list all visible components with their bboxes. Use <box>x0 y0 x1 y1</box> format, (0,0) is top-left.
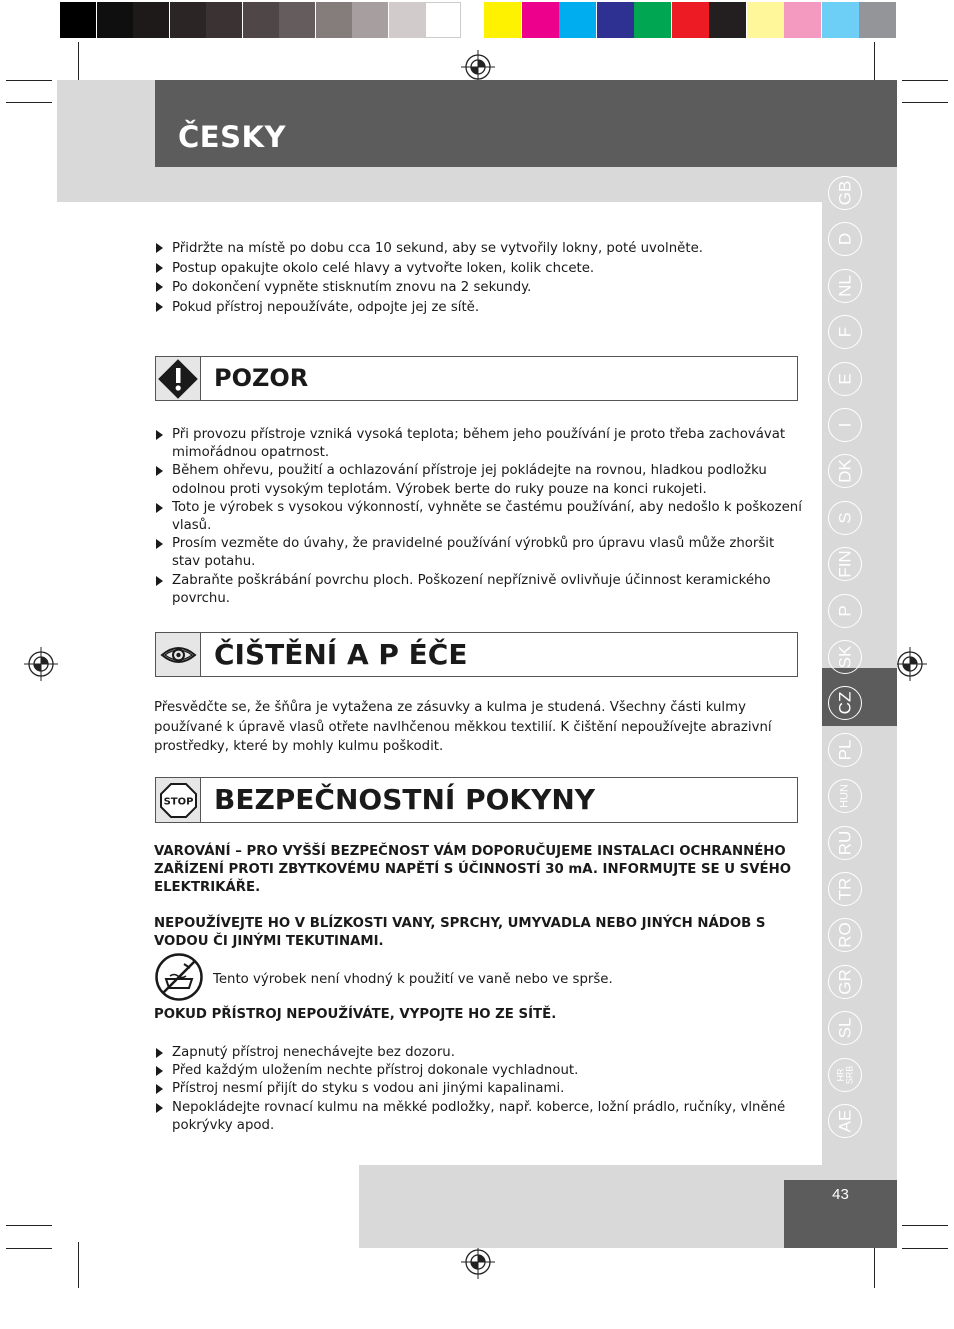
pozor-list <box>154 426 804 608</box>
language-tab-label: SL <box>835 1017 855 1039</box>
stop-icon-box <box>156 778 201 822</box>
color-swatch <box>425 2 461 38</box>
eye-icon-box <box>156 633 201 676</box>
color-swatch <box>316 2 352 38</box>
page-title: ČESKY <box>178 120 286 154</box>
no-bath-icon <box>154 952 204 1002</box>
crop-mark <box>874 42 875 82</box>
list-item: Přístroj nesmí přijít do styku s vodou ani jinými kapalinami. <box>154 1080 804 1098</box>
crop-mark <box>6 80 52 81</box>
color-swatch <box>279 2 315 38</box>
language-tab-label: SK <box>835 645 855 669</box>
bezpecnost-title: BEZPEČNOSTNÍ POKYNY <box>214 783 596 816</box>
crop-mark <box>6 1225 52 1226</box>
color-swatch <box>859 2 896 38</box>
list-item: Před každým uložením nechte přístroj dokonale vychladnout. <box>154 1062 804 1080</box>
list-item: Během ohřevu, použití a ochlazování přístroje jej pokládejte na rovnou, hladkou podložku odolnou proti vysokým teplotám. Výrobek berte do ruky pouze na konci rukojeti. <box>154 462 804 498</box>
language-tab-hr-srb[interactable] <box>828 1058 862 1092</box>
color-swatch <box>709 2 746 38</box>
language-tab-label: P <box>835 604 855 617</box>
color-swatch <box>133 2 169 38</box>
warning-rcd: VAROVÁNÍ – PRO VYŠŠÍ BEZPEČNOST VÁM DOPORUČUJEME INSTALACI OCHRANNÉHO ZAŘÍZENÍ PROTI ZBYTKOVÉMU NAPĚTÍ S ÚČINNOSTÍ 30 mA. INFORMUJTE SE U SVÉHO ELEKTRIKÁŘE. <box>154 844 792 895</box>
warning-icon-box <box>156 357 201 400</box>
language-tab-p[interactable] <box>828 594 862 628</box>
language-tab-label: HR SRB <box>835 1065 854 1084</box>
language-tab-label: HUN <box>838 784 851 809</box>
list-item: Při provozu přístroje vzniká vysoká teplota; během jeho používání je proto třeba zachovávat mimořádnou opatrnost. <box>154 426 804 462</box>
language-tab-ae[interactable] <box>828 1104 862 1138</box>
language-tab-label: TR <box>835 877 855 901</box>
language-tab-label: NL <box>835 274 855 297</box>
language-tab-label: F <box>835 326 855 338</box>
crop-mark <box>902 102 948 103</box>
language-tab-gr[interactable] <box>828 965 862 999</box>
color-swatch <box>352 2 388 38</box>
color-swatch <box>822 2 859 38</box>
language-tab-tr[interactable] <box>828 872 862 906</box>
language-tab-label: AE <box>835 1109 855 1133</box>
language-tab-sl[interactable] <box>828 1011 862 1045</box>
language-tab-ru[interactable] <box>828 826 862 860</box>
list-item: Postup opakujte okolo celé hlavy a vytvořte loken, kolik chcete. <box>154 259 804 279</box>
registration-target-icon <box>461 50 495 84</box>
crop-mark <box>874 1242 875 1288</box>
stop-label: STOP <box>163 796 194 808</box>
cisteni-section-header <box>155 632 798 677</box>
color-swatch <box>60 2 96 38</box>
language-tab-sk[interactable] <box>828 640 862 674</box>
language-tab-gb[interactable] <box>828 176 862 210</box>
intro-instructions-list <box>154 239 804 317</box>
language-tab-label: PL <box>835 739 855 761</box>
warning-unplug: POKUD PŘÍSTROJ NEPOUŽÍVÁTE, VYPOJTE HO ZE SÍTĚ. <box>154 1007 557 1022</box>
color-swatch <box>389 2 425 38</box>
registration-target-icon <box>461 1245 495 1279</box>
language-tab-label: DK <box>835 459 855 484</box>
color-swatch <box>747 2 784 38</box>
warning-icon <box>156 357 201 401</box>
bezpecnost-section-header <box>155 777 798 823</box>
list-item: Přidržte na místě po dobu cca 10 sekund, aby se vytvořily lokny, poté uvolněte. <box>154 239 804 259</box>
page-number: 43 <box>832 1186 849 1203</box>
language-tab-label: GR <box>835 969 855 995</box>
color-swatch <box>243 2 279 38</box>
cisteni-text: Přesvědčte se, že šňůra je vytažena ze zásuvky a kulma je studená. Všechny části kulmy používané k úpravě vlasů otřete navlhčenou měkkou textilií. K čištění nepoužívejte abrazivní prostředky, které by mohly kulmu poškodit. <box>154 700 772 754</box>
crop-mark <box>902 1225 948 1226</box>
registration-target-icon <box>24 647 58 681</box>
cisteni-title: ČIŠTĚNÍ A P ÉČE <box>214 638 468 671</box>
warning-water: NEPOUŽÍVEJTE HO V BLÍZKOSTI VANY, SPRCHY, UMYVADLA NEBO JINÝCH NÁDOB S VODOU ČI JINÝMI TEKUTINAMI. <box>154 916 766 949</box>
language-tab-label: D <box>835 233 855 246</box>
language-tab-f[interactable] <box>828 315 862 349</box>
color-swatch <box>170 2 206 38</box>
crop-mark <box>902 1248 948 1249</box>
list-item: Zabraňte poškrábání povrchu ploch. Poškození nepříznivě ovlivňuje účinnost keramického povrchu. <box>154 572 804 608</box>
language-tab-s[interactable] <box>828 501 862 535</box>
list-item: Nepokládejte rovnací kulmu na měkké podložky, např. koberce, ložní prádlo, ručníky, vlněné pokrývky apod. <box>154 1099 804 1135</box>
list-item: Po dokončení vypněte stisknutím znovu na 2 sekundy. <box>154 278 804 298</box>
list-item: Prosím vezměte do úvahy, že pravidelné používání výrobků pro úpravu vlasů může zhoršit stav potahu. <box>154 535 804 571</box>
color-swatch <box>559 2 596 38</box>
pozor-section-header <box>155 356 798 401</box>
stop-sign-icon <box>156 778 201 822</box>
color-swatch <box>597 2 634 38</box>
language-tab-pl[interactable] <box>828 733 862 767</box>
language-tab-label: E <box>835 372 855 385</box>
language-tab-label: RO <box>835 922 855 949</box>
list-item: Zapnutý přístroj nenechávejte bez dozoru. <box>154 1044 804 1062</box>
color-swatch <box>206 2 242 38</box>
color-swatch <box>784 2 821 38</box>
crop-mark <box>6 1248 52 1249</box>
language-tab-label: CZ <box>835 692 855 715</box>
color-swatch <box>484 2 521 38</box>
language-tab-hun[interactable] <box>828 779 862 813</box>
language-tab-nl[interactable] <box>828 269 862 303</box>
bath-note: Tento výrobek není vhodný k použití ve vaně nebo ve sprše. <box>213 972 613 987</box>
list-item: Toto je výrobek s vysokou výkonností, vyhněte se častému používání, aby nedošlo k poškození vlasů. <box>154 499 804 535</box>
language-tab-label: RU <box>835 830 855 855</box>
pozor-title: POZOR <box>214 364 309 392</box>
bezpecnost-list <box>154 1044 804 1135</box>
language-tab-label: S <box>835 512 855 524</box>
color-swatch <box>522 2 559 38</box>
color-swatch <box>97 2 133 38</box>
crop-mark <box>78 1242 79 1288</box>
language-tab-label: FIN <box>835 550 855 578</box>
color-swatch <box>634 2 671 38</box>
language-tab-fin[interactable] <box>828 547 862 581</box>
language-tab-label: I <box>835 422 855 428</box>
language-tab-i[interactable] <box>828 408 862 442</box>
registration-target-icon <box>893 647 927 681</box>
language-tab-label: GB <box>835 180 855 206</box>
list-item: Pokud přístroj nepoužíváte, odpojte jej ze sítě. <box>154 298 804 318</box>
language-tab-e[interactable] <box>828 362 862 396</box>
crop-mark <box>902 80 948 81</box>
color-swatch <box>672 2 709 38</box>
crop-mark <box>78 42 79 82</box>
eye-icon <box>156 633 201 677</box>
crop-mark <box>6 102 52 103</box>
